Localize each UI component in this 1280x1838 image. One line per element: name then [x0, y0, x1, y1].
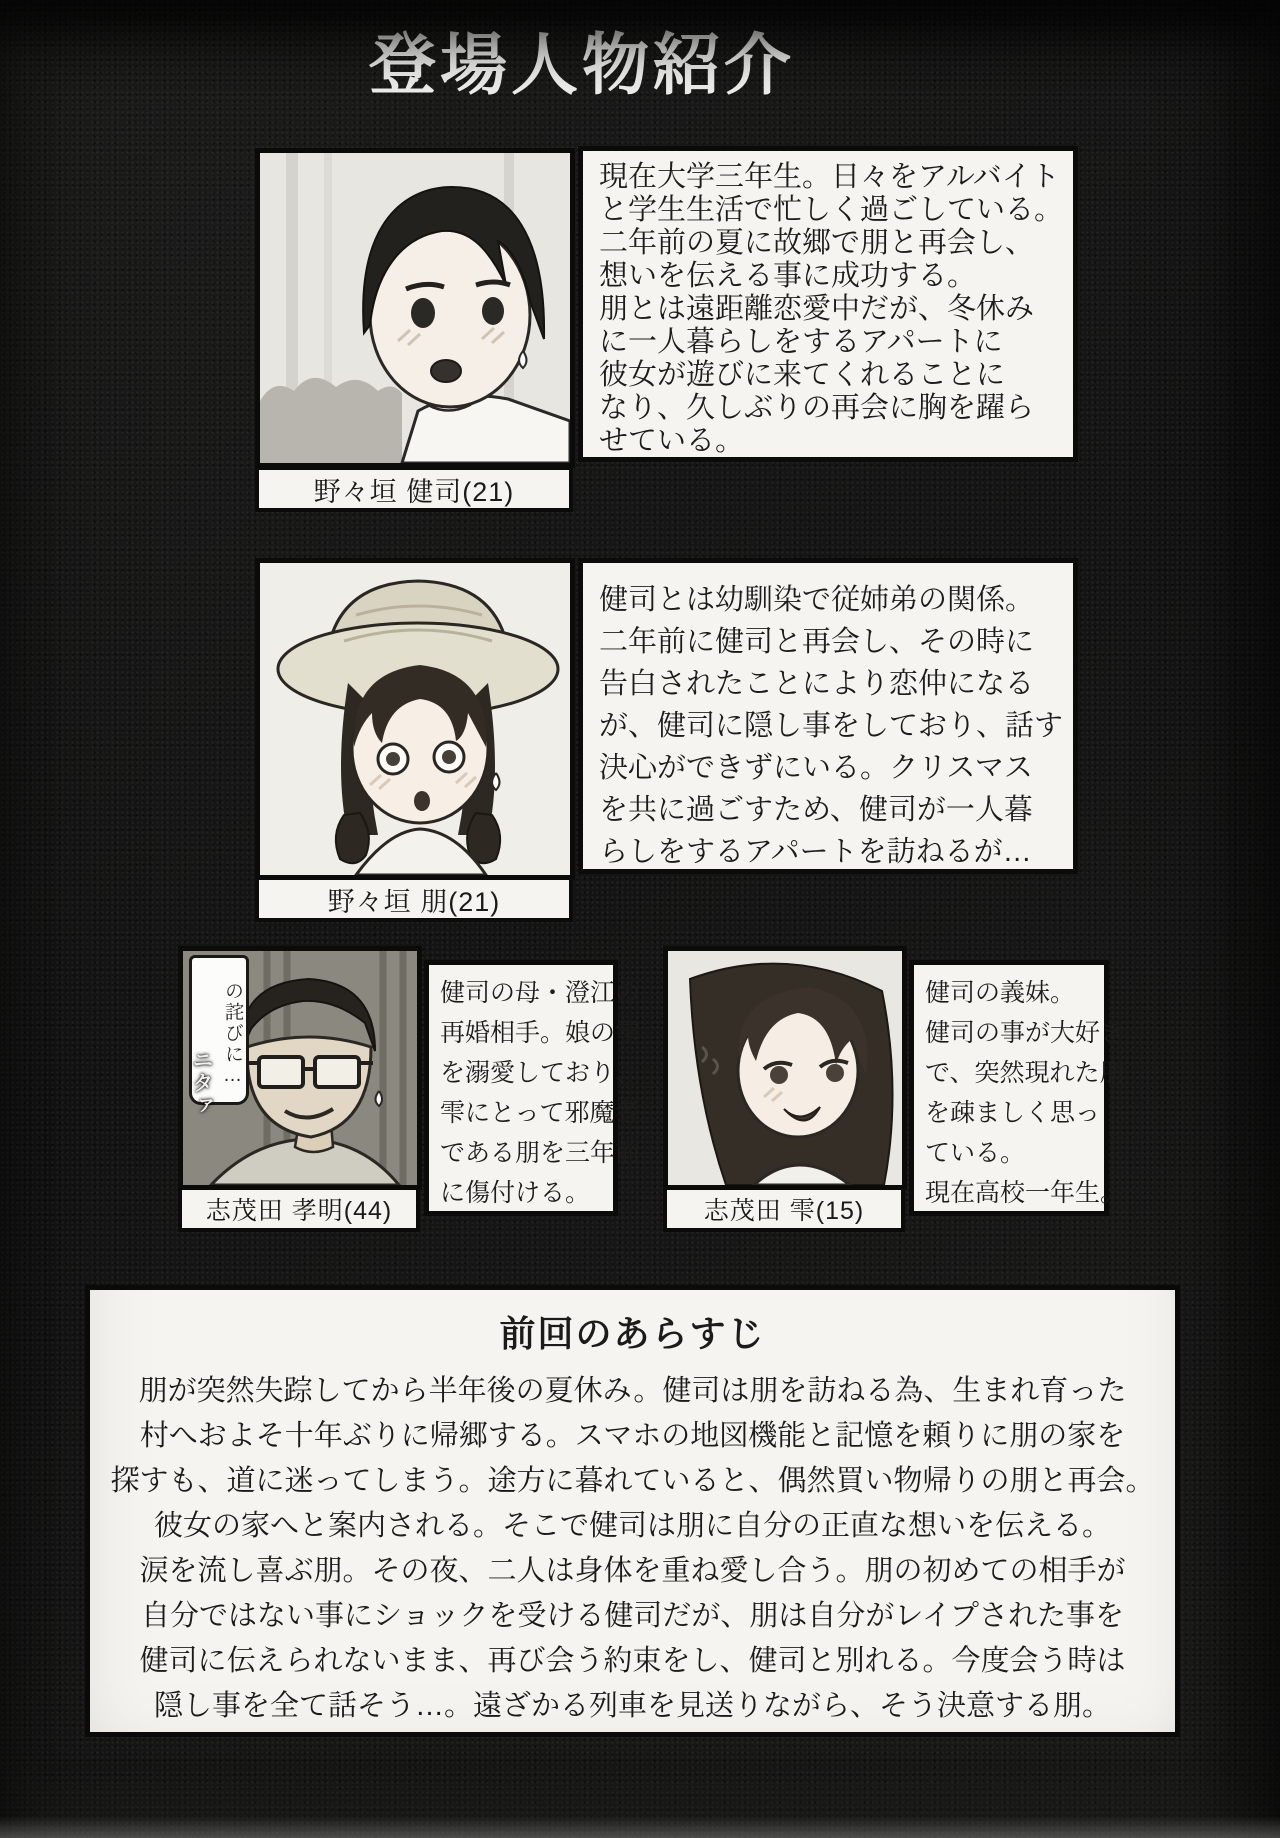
description-line: らしをするアパートを訪ねるが…: [599, 836, 1032, 868]
description-line: 決心ができずにいる。クリスマス: [599, 752, 1033, 784]
character-description-tomo: [578, 558, 1078, 874]
description-line: と学生生活で忙しく過ごしている。: [599, 194, 1064, 226]
portrait-nonogaki-tomo: [255, 558, 575, 880]
description-line: 告白されたことにより恋仲になる: [599, 668, 1035, 700]
description-line: を溺愛しており、: [440, 1059, 641, 1087]
kenji-illustration: [260, 153, 570, 463]
description-line: 雫にとって邪魔者: [440, 1099, 640, 1127]
shizuku-illustration: [668, 951, 902, 1185]
synopsis-line: 涙を流し喜ぶ朋。その夜、二人は身体を重ね愛し合う。朋の初めての相手が: [139, 1555, 1126, 1587]
description-line: 想いを伝える事に成功する。: [599, 260, 977, 292]
description-line: 現在大学三年生。日々をアルバイト: [599, 161, 1060, 193]
page-title: 登場人物紹介: [369, 28, 795, 103]
description-line: 健司の事が大好き: [925, 1019, 1126, 1047]
synopsis-line: 村へおよそ十年ぶりに帰郷する。スマホの地図機能と記憶を頼りに朋の家を: [139, 1420, 1126, 1452]
character-name-label: 野々垣 朋(21): [327, 886, 501, 917]
description-line: に傷付ける。: [440, 1179, 591, 1207]
description-line: 二年前に健司と再会し、その時に: [599, 626, 1035, 658]
speech-bubble: の詫びに…: [189, 955, 249, 1105]
synopsis-line: 隠し事を全て話そう…。遠ざかる列車を見送りながら、そう決意する朋。: [153, 1690, 1111, 1722]
description-line: 健司とは幼馴染で従姉弟の関係。: [599, 584, 1035, 616]
synopsis-line: 朋が突然失踪してから半年後の夏休み。健司は朋を訪ねる為、生まれ育った: [138, 1375, 1127, 1407]
description-line: 現在高校一年生。: [925, 1179, 1126, 1207]
portrait-nonogaki-kenji: [255, 148, 575, 468]
character-name-takaaki: [178, 1186, 420, 1232]
scan-bottom-edge: [0, 1816, 1280, 1838]
description-line: 健司の義妹。: [925, 979, 1076, 1007]
synopsis-line: 探すも、道に迷ってしまう。途方に暮れていると、偶然買い物帰りの朋と再会。: [110, 1465, 1155, 1497]
description-line: 彼女が遊びに来てくれることに: [599, 359, 1006, 391]
synopsis-line: 自分ではない事にショックを受ける健司だが、朋は自分がレイプされた事を: [140, 1600, 1125, 1632]
synopsis-box: [85, 1285, 1180, 1737]
character-name-kenji: [255, 466, 573, 512]
portrait-shimoda-takaaki: [178, 946, 422, 1190]
character-name-label: 志茂田 孝明(44): [205, 1197, 393, 1225]
description-line: である朋を三年前: [440, 1139, 641, 1167]
description-line: なり、久しぶりの再会に胸を躍ら: [599, 392, 1035, 424]
sfx-grin-text: ニタァ: [190, 1049, 213, 1118]
tomo-illustration: [260, 563, 570, 875]
description-line: 健司の母・澄江の: [440, 979, 641, 1007]
character-name-tomo: [255, 876, 573, 922]
description-line: 朋とは遠距離恋愛中だが、冬休み: [599, 293, 1035, 325]
synopsis-body: [90, 1369, 1175, 1729]
description-line: ている。: [925, 1139, 1026, 1167]
description-line: で、突然現れた朋: [925, 1059, 1125, 1087]
character-description-shizuku: [909, 960, 1126, 1216]
character-description-takaaki: [424, 960, 641, 1216]
character-name-label: 志茂田 雫(15): [703, 1197, 865, 1225]
synopsis-title: 前回のあらすじ: [499, 1313, 766, 1354]
description-line: 二年前の夏に故郷で朋と再会し、: [599, 227, 1035, 259]
description-line: を疎ましく思っ: [925, 1099, 1101, 1127]
character-name-label: 野々垣 健司(21): [313, 476, 515, 507]
portrait-shimoda-shizuku: [663, 946, 907, 1190]
description-line: に一人暮らしをするアパートに: [599, 326, 1003, 358]
description-line: を共に過ごすため、健司が一人暮: [599, 794, 1033, 826]
synopsis-line: 健司に伝えられないまま、再び会う約束をし、健司と別れる。今度会う時は: [139, 1645, 1126, 1677]
character-name-shizuku: [663, 1186, 905, 1232]
description-line: 再婚相手。娘の雫: [440, 1019, 641, 1047]
character-description-kenji: [578, 146, 1078, 462]
description-line: が、健司に隠し事をしており、話す: [599, 710, 1064, 742]
synopsis-line: 彼女の家へと案内される。そこで健司は朋に自分の正直な想いを伝える。: [153, 1510, 1111, 1542]
description-line: せている。: [599, 425, 745, 457]
